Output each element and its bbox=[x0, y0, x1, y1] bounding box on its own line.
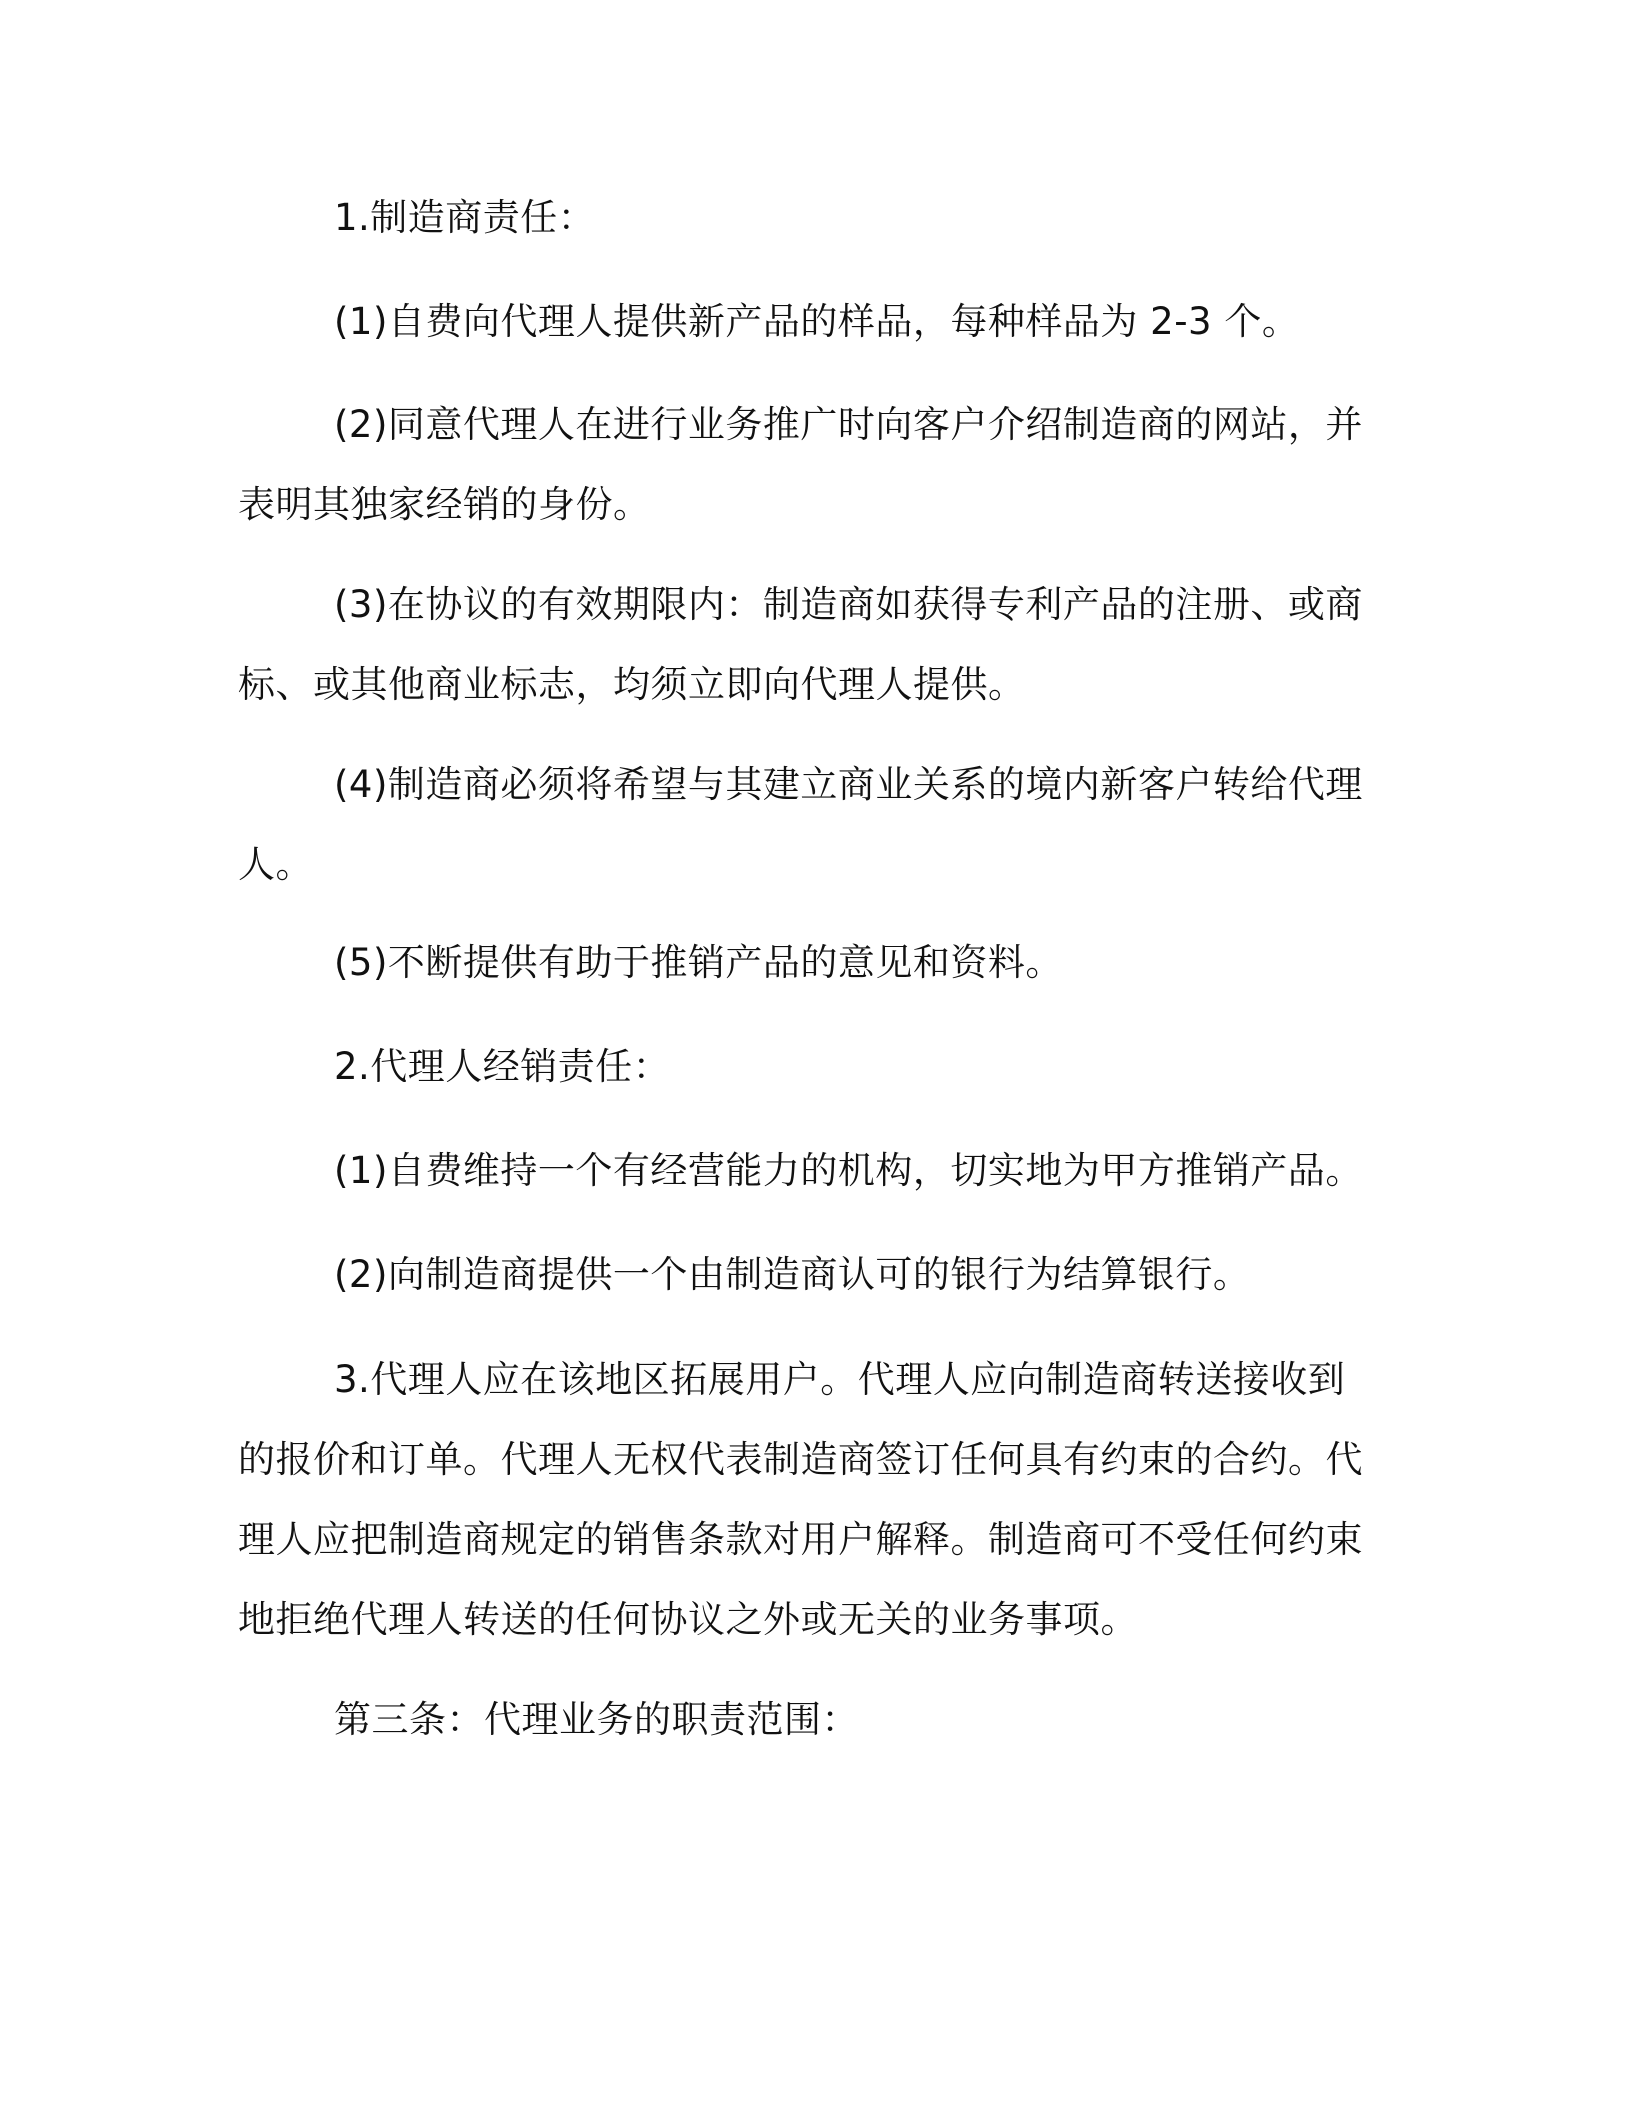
paragraph-1-3: (3)在协议的有效期限内：制造商如获得专利产品的注册、或商标、或其他商业标志，均须立即向代理人提供。 bbox=[238, 583, 1363, 706]
paragraph-1-4: (4)制造商必须将希望与其建立商业关系的境内新客户转给代理人。 bbox=[238, 763, 1363, 886]
section-1-heading: 1.制造商责任： bbox=[334, 196, 596, 239]
paragraph-2-1: (1)自费维持一个有经营能力的机构，切实地为甲方推销产品。 bbox=[334, 1149, 1363, 1192]
paragraph-2-2: (2)向制造商提供一个由制造商认可的银行为结算银行。 bbox=[334, 1253, 1251, 1296]
article-3-heading: 第三条：代理业务的职责范围： bbox=[334, 1698, 859, 1741]
paragraph-1-1: (1)自费向代理人提供新产品的样品，每种样品为 2-3 个。 bbox=[334, 300, 1300, 343]
section-2-heading: 2.代理人经销责任： bbox=[334, 1045, 671, 1088]
paragraph-1-5: (5)不断提供有助于推销产品的意见和资料。 bbox=[334, 941, 1063, 984]
paragraph-1-2: (2)同意代理人在进行业务推广时向客户介绍制造商的网站，并表明其独家经销的身份。 bbox=[238, 403, 1363, 526]
paragraph-3: 3.代理人应在该地区拓展用户。代理人应向制造商转送接收到的报价和订单。代理人无权代表制造商签订任何具有约束的合约。代理人应把制造商规定的销售条款对用户解释。制造商可不受任何约束地拒绝代理人转送的任何协议之外或无关的业务事项。 bbox=[238, 1358, 1363, 1641]
